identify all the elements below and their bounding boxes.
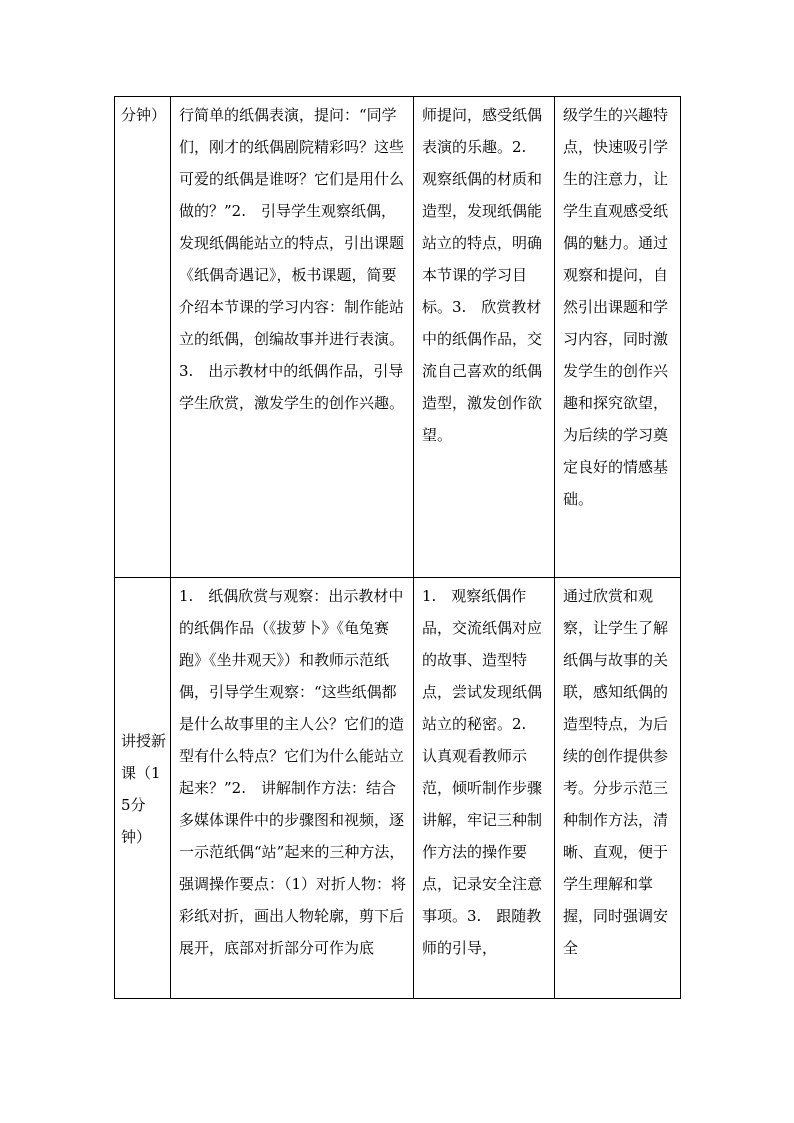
student-activity-cell [414, 578, 555, 999]
design-intent-cell [555, 97, 681, 578]
table-row [115, 578, 681, 999]
stage-text: 分钟） [121, 106, 167, 124]
table-row [115, 97, 681, 578]
student-activity-text: 师提问，感受纸偶表演的乐趣。2. 观察纸偶的材质和造型，发现纸偶能站立的特点，明确本节课的学习目标。3. 欣赏教材中的纸偶作品，交流自己喜欢的纸偶造型，激发创作欲望。 [422, 106, 543, 444]
stage-cell [115, 578, 171, 999]
teacher-activity-cell [171, 97, 414, 578]
student-activity-text: 1. 观察纸偶作品，交流纸偶对应的故事、造型特点，尝试发现纸偶站立的秘密。2. 认真观看教师示范，倾听制作步骤讲解，牢记三种制作方法的操作要点，记录安全注意事项。3. 跟随教师的引导， [422, 587, 543, 957]
design-intent-cell [555, 578, 681, 999]
teacher-activity-text: 行简单的纸偶表演，提问：“同学们，刚才的纸偶剧院精彩吗？这些可爱的纸偶是谁呀？它们是用什么做的？”2. 引导学生观察纸偶，发现纸偶能站立的特点，引出课题《纸偶奇遇记》，板书课题，简要介绍本节课的学习内容：制作能站立的纸偶，创编故事并进行表演。3. 出示教材中的纸偶作品，引导学生欣赏，激发学生的创作兴趣。 [179, 106, 405, 412]
stage-cell [115, 97, 171, 578]
design-intent-text: 通过欣赏和观察，让学生了解纸偶与故事的关联，感知纸偶的造型特点，为后续的创作提供参考。分步示范三种制作方法，清晰、直观，便于学生理解和掌握，同时强调安全 [563, 587, 669, 957]
stage-text: 讲授新课（15分钟） [121, 732, 167, 846]
lesson-plan-table [114, 96, 681, 999]
student-activity-cell [414, 97, 555, 578]
design-intent-text: 级学生的兴趣特点，快速吸引学生的注意力，让学生直观感受纸偶的魅力。通过观察和提问，自然引出课题和学习内容，同时激发学生的创作兴趣和探究欲望，为后续的学习奠定良好的情感基础。 [563, 106, 669, 508]
teacher-activity-text: 1. 纸偶欣赏与观察：出示教材中的纸偶作品（《拔萝卜》《龟兔赛跑》《坐井观天》）和教师示范纸偶，引导学生观察：“这些纸偶都是什么故事里的主人公？它们的造型有什么特点？它们为什么能站立起来？”2. 讲解制作方法：结合多媒体课件中的步骤图和视频，逐一示范纸偶“站”起来的三种方法，强调操作要点：（1）对折人物：将彩纸对折，画出人物轮廓，剪下后展开，底部对折部分可作为底 [179, 587, 407, 957]
teacher-activity-cell [171, 578, 414, 999]
